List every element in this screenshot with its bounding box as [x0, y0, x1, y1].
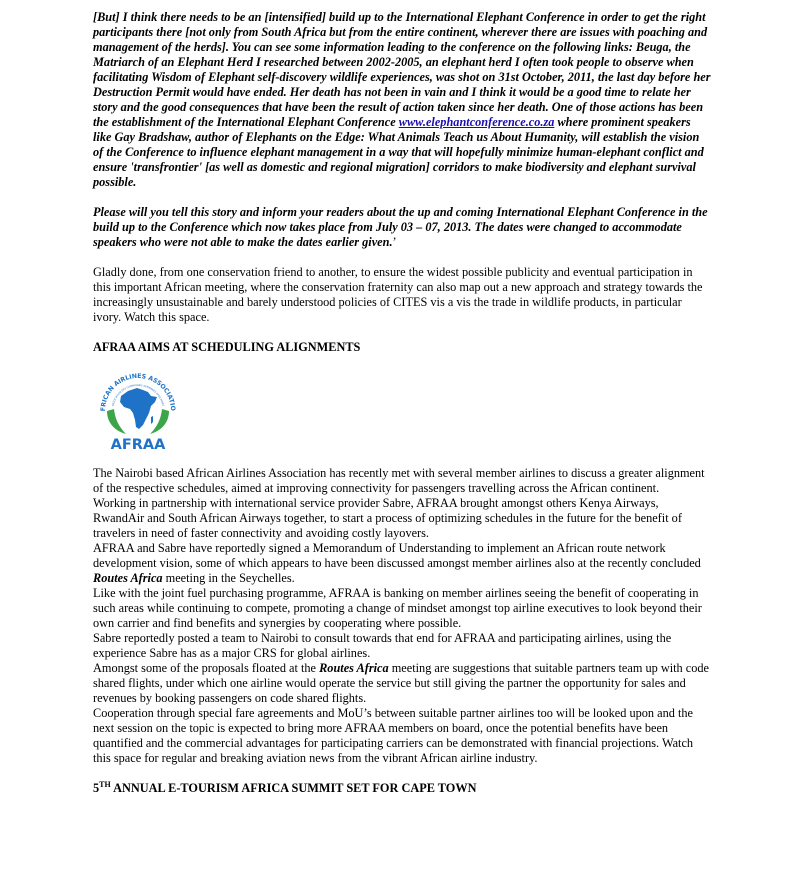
afraa-wordmark: AFRAA — [110, 437, 166, 453]
afraa-logo-graphic — [93, 361, 183, 453]
afraa-paragraph-7: Cooperation through special fare agreements and MoU’s between suitable partner airlines too will be looked upon and the next session on the topic is expected to bring more AFRAA members on board, once the potential benefits have been quantified and the commercial advantages for participating carriers can be demonstrated with financial projections. Watch this space for regular and breaking aviation news from the vibrant African airline industry. — [93, 706, 694, 765]
logo-ring-text: FRICAN AIRLINES ASSOCIATIO — [99, 372, 177, 412]
quote-p2-tail: ’ — [392, 235, 397, 249]
afraa-paragraph-4: Like with the joint fuel purchasing programme, AFRAA is banking on member airlines seeing the benefit of cooperating in such areas while continuing to compete, promoting a change of mindset amongst top airline executives to look beyond their own carrier and find benefits and synergies by cooperating where possible. — [93, 586, 702, 630]
afraa-paragraph-1: The Nairobi based African Airlines Association has recently met with several member airlines to discuss a greater alignment of the respective schedules, aimed at improving connectivity for passengers travelling across the African continent. — [93, 466, 705, 495]
quote-paragraph-2 — [93, 205, 711, 250]
quote-text-after-link: where prominent speakers like Gay Bradshaw, author of Elephants on the Edge: What Animals Teach us About Humanity, will establish the vision of the Conference to influence elephant management in a way that will hopefully minimize human-elephant conflict and ensure 'transfrontier' [as well as domestic and regional migration] corridors to make biodiversity and elephant survival possible. — [93, 115, 704, 189]
routes-africa-emphasis: Routes Africa — [93, 571, 163, 585]
afraa-logo — [93, 361, 183, 453]
quote-text-before-link: [But] I think there needs to be an [intensified] build up to the International Elephant Conference in order to get the right participants there [not only from South Africa but from the entire continent, wherever there are issues with poaching and management of the herds]. You can see some information leading to the conference on the following links: Beuga, the Matriarch of an Elephant Herd I researched between 2002-2005, an elephant herd I often took people to observe when facilitating Wisdom of Elephant self-discovery wildlife experiences, was shot on 31st October, 2011, the last day before her Destruction Permit would have ended. Her death has not been in vain and I think it would be a good time to relate her story and the good consequences that have been the result of action taken since her death. One of those actions has been the establishment of the International Elephant Conference — [93, 10, 711, 129]
afraa-paragraph-2: Working in partnership with international service provider Sabre, AFRAA brought amongst others Kenya Airways, RwandAir and South African Airways together, to start a process of optimizing schedules in the future for the benefit of travelers in need of faster connectivity and avoiding costly layovers. — [93, 496, 682, 540]
heading-number: 5 — [93, 781, 100, 795]
heading-rest: ANNUAL E-TOURISM AFRICA SUMMIT SET FOR CAPE TOWN — [110, 781, 477, 795]
response-paragraph: Gladly done, from one conservation friend to another, to ensure the widest possible publicity and eventual participation in this important African meeting, where the conservation fraternity can also map out a new approach and strategy towards the increasingly unsustainable and barely understood policies of CITES vis a vis the trade in wildlife products, in particular ivory. Watch this space. — [93, 265, 703, 324]
afraa-article-body — [93, 466, 711, 766]
document-page — [93, 10, 711, 796]
afraa-p6-before: Amongst some of the proposals floated at the — [93, 661, 320, 675]
quote-paragraph-1 — [93, 10, 711, 190]
afraa-paragraph-6 — [93, 661, 711, 706]
afraa-paragraph-3 — [93, 541, 711, 586]
logo-ring-subtext: ASSOCIATION DES COMPAGNIES AERIENNES AFRICAINES — [111, 383, 165, 407]
afraa-p3-before: AFRAA and Sabre have reportedly signed a Memorandum of Understanding to implement an African route network development vision, some of which appears to have been discussed amongst member airlines also at the recently concluded — [93, 541, 701, 570]
etourism-heading — [93, 781, 711, 796]
afraa-heading: AFRAA AIMS AT SCHEDULING ALIGNMENTS — [93, 340, 361, 354]
elephant-conference-link[interactable]: www.elephantconference.co.za — [398, 115, 555, 129]
logo-wing-left-icon — [107, 409, 126, 434]
heading-ordinal-suffix: TH — [99, 779, 111, 789]
afraa-paragraph-5: Sabre reportedly posted a team to Nairobi to consult towards that end for AFRAA and participating airlines, using the experience Sabre has as a major CRS for global airlines. — [93, 631, 672, 660]
routes-africa-emphasis-2: Routes Africa — [319, 661, 389, 675]
afraa-p3-after: meeting in the Seychelles. — [162, 571, 295, 585]
quote-p2-text: Please will you tell this story and inform your readers about the up and coming International Elephant Conference in the build up to the Conference which now takes place from July 03 – 07, 2013. The dates were changed to accommodate speakers who were not able to make the dates earlier given. — [93, 205, 708, 249]
afraa-p6-after: meeting are suggestions that suitable partners team up with code shared flights, under which one airline would operate the service but still giving the partner the opportunity for sales and revenues by booking passengers on code shared flights. — [93, 661, 709, 705]
madagascar-icon — [151, 416, 153, 424]
